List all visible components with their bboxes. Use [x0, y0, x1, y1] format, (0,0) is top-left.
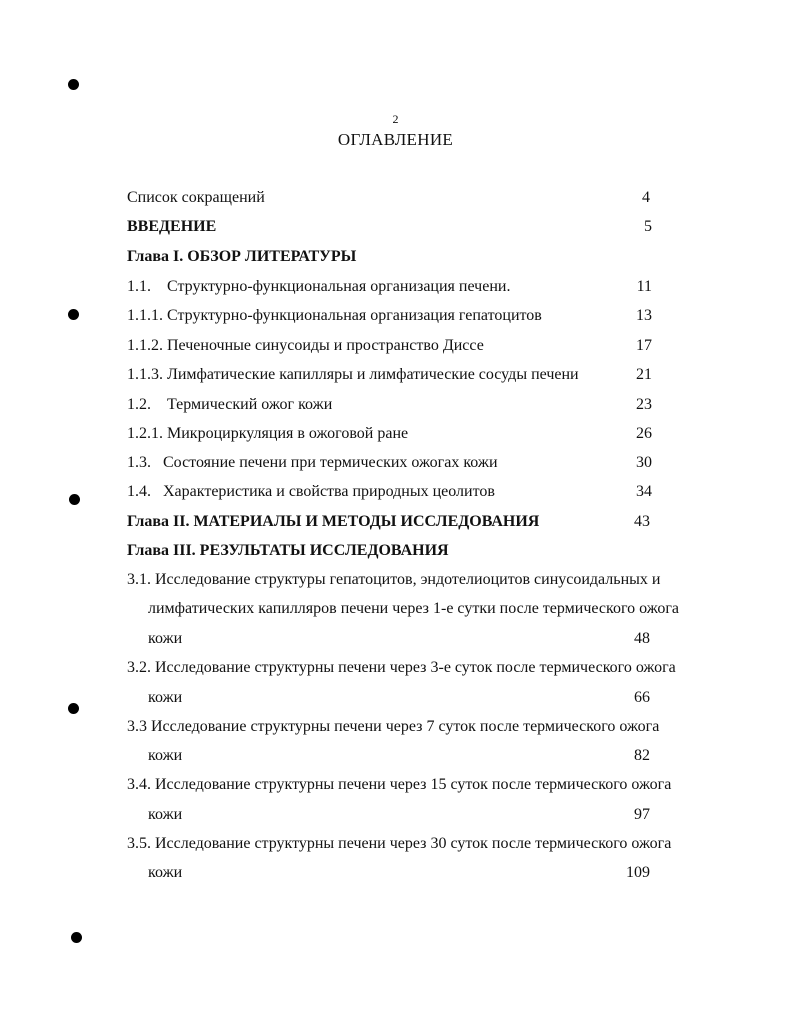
toc-entry-3-2-end: кожи: [148, 689, 183, 706]
toc-page-1-1-1: 13: [636, 307, 652, 324]
toc-entry-3-4: 3.4. Исследование структурны печени через 15 суток после термического ожога: [127, 776, 672, 793]
toc-entry-3-3-end: кожи: [148, 747, 183, 764]
toc-entry-chapter-3: Глава III. РЕЗУЛЬТАТЫ ИССЛЕДОВАНИЯ: [127, 542, 449, 559]
toc-entry-3-3: 3.3 Исследование структурны печени через 7 суток после термического ожога: [127, 718, 660, 735]
toc-entry-3-1-end: кожи: [148, 630, 183, 647]
toc-page-abbreviations: 4: [642, 189, 650, 206]
toc-entry-1-4: 1.4. Характеристика и свойства природных цеолитов: [127, 483, 495, 500]
toc-page-3-2: 66: [634, 689, 650, 706]
toc-entry-1-1-2: 1.1.2. Печеночные синусоиды и пространство Диссе: [127, 337, 484, 354]
toc-page-1-1-2: 17: [636, 337, 652, 354]
toc-entry-abbreviations: Список сокращений: [127, 189, 265, 206]
toc-entry-1-2-1: 1.2.1. Микроциркуляция в ожоговой ране: [127, 425, 409, 442]
toc-entry-3-5: 3.5. Исследование структурны печени через 30 суток после термического ожога: [127, 835, 672, 852]
toc-entry-3-4-end: кожи: [148, 806, 183, 823]
page-number: 2: [392, 112, 399, 126]
page-title: ОГЛАВЛЕНИЕ: [337, 130, 454, 149]
toc-entry-introduction: ВВЕДЕНИЕ: [127, 218, 217, 235]
toc-page-3-5: 109: [626, 864, 650, 881]
toc-page-chapter-2: 43: [634, 513, 650, 530]
toc-entry-chapter-1: Глава I. ОБЗОР ЛИТЕРАТУРЫ: [127, 248, 357, 265]
toc-page-1-1: 11: [636, 278, 652, 295]
toc-page-1-1-3: 21: [636, 366, 652, 383]
hole-punch-mark: [68, 309, 79, 320]
hole-punch-mark: [71, 932, 82, 943]
hole-punch-mark: [68, 79, 79, 90]
toc-page-3-3: 82: [634, 747, 650, 764]
toc-page-1-4: 34: [636, 483, 652, 500]
toc-page-1-3: 30: [636, 454, 652, 471]
hole-punch-mark: [68, 703, 79, 714]
toc-page-3-1: 48: [634, 630, 650, 647]
toc-entry-1-1-3: 1.1.3. Лимфатические капилляры и лимфатические сосуды печени: [127, 366, 579, 383]
toc-entry-3-1: 3.1. Исследование структуры гепатоцитов, эндотелиоцитов синусоидальных и: [127, 571, 661, 588]
toc-entry-chapter-2: Глава II. МАТЕРИАЛЫ И МЕТОДЫ ИССЛЕДОВАНИЯ: [127, 513, 540, 530]
toc-entry-3-1-continued: лимфатических капилляров печени через 1-е сутки после термического ожога: [148, 600, 680, 617]
toc-page-1-2-1: 26: [636, 425, 652, 442]
hole-punch-mark: [69, 494, 80, 505]
toc-entry-1-2: 1.2. Термический ожог кожи: [127, 396, 333, 413]
toc-page-3-4: 97: [634, 806, 650, 823]
toc-page-introduction: 5: [644, 218, 652, 235]
toc-entry-3-5-end: кожи: [148, 864, 183, 881]
toc-entry-1-1-1: 1.1.1. Структурно-функциональная организация гепатоцитов: [127, 307, 542, 324]
toc-entry-1-1: 1.1. Структурно-функциональная организация печени.: [127, 278, 511, 295]
toc-page-1-2: 23: [636, 396, 652, 413]
toc-entry-1-3: 1.3. Состояние печени при термических ожогах кожи: [127, 454, 498, 471]
toc-entry-3-2: 3.2. Исследование структурны печени через 3-е суток после термического ожога: [127, 659, 676, 676]
